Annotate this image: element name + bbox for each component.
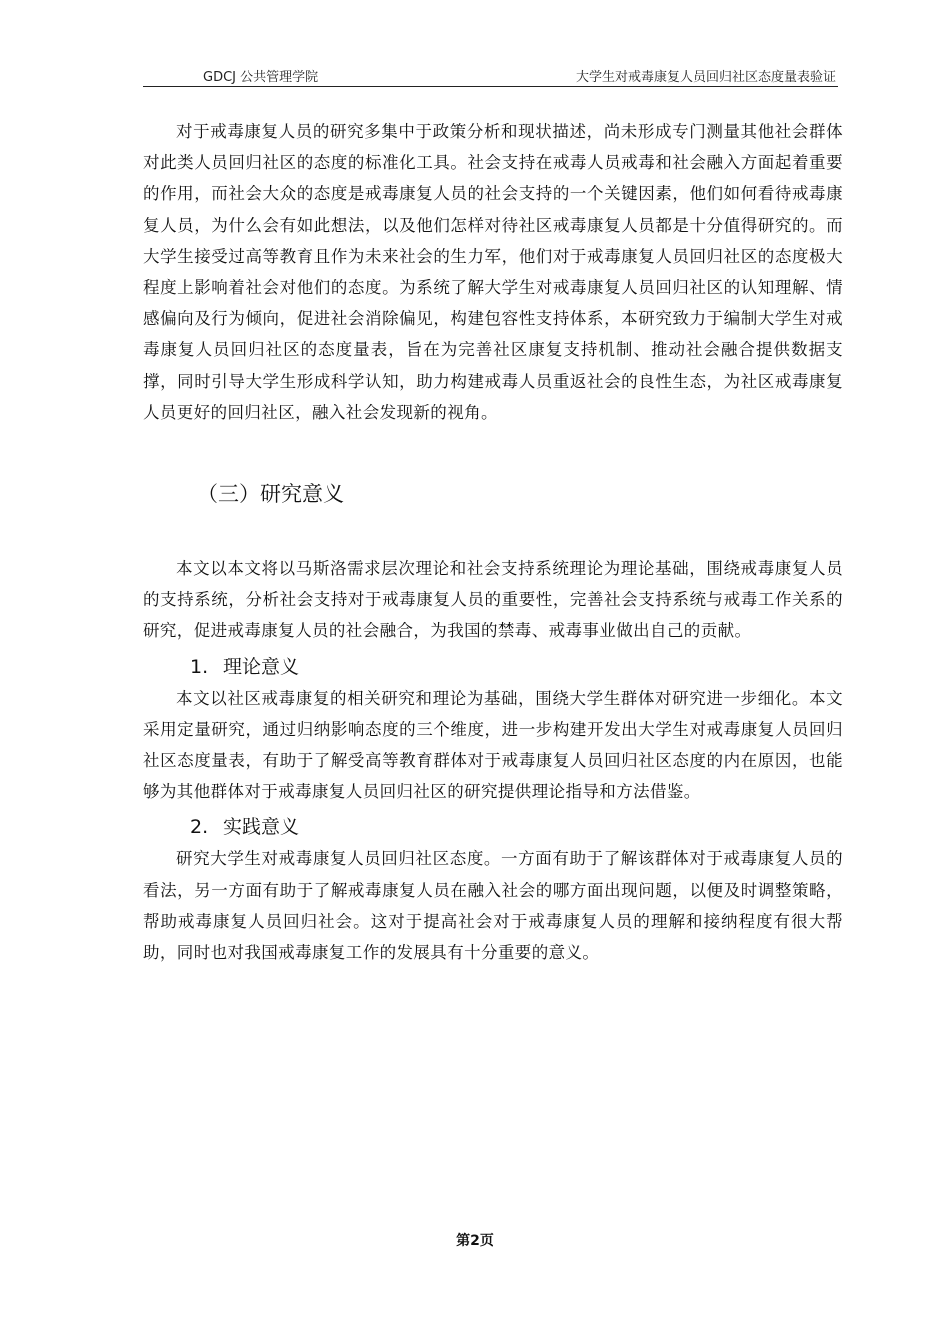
subsection-heading-theory xyxy=(143,651,843,683)
section-title: （三）研究意义 xyxy=(197,482,344,507)
subsection-number: 1. xyxy=(190,655,209,678)
subsection-title: 实践意义 xyxy=(223,816,300,839)
page-header xyxy=(143,62,838,87)
page-content xyxy=(143,116,843,968)
intro-paragraph: 对于戒毒康复人员的研究多集中于政策分析和现状描述，尚未形成专门测量其他社会群体对此类人员回归社区的态度的标准化工具。社会支持在戒毒人员戒毒和社会融入方面起着重要的作用，而社会大众的态度是戒毒康复人员的社会支持的一个关键因素，他们如何看待戒毒康复人员，为什么会有如此想法，以及他们怎样对待社区戒毒康复人员都是十分值得研究的。而大学生接受过高等教育且作为未来社会的生力军，他们对于戒毒康复人员回归社区的态度极大程度上影响着社会对他们的态度。为系统了解大学生对戒毒康复人员回归社区的认知理解、情感偏向及行为倾向，促进社会消除偏见，构建包容性支持体系，本研究致力于编制大学生对戒毒康复人员回归社区的态度量表，旨在为完善社区康复支持机制、推动社会融合提供数据支撑，同时引导大学生形成科学认知，助力构建戒毒人员重返社会的良性生态，为社区戒毒康复人员更好的回归社区，融入社会发现新的视角。 xyxy=(143,122,843,422)
header-institution: GDCJ 公共管理学院 xyxy=(203,70,319,85)
section-paragraph: 本文以本文将以马斯洛需求层次理论和社会支持系统理论为理论基础，围绕戒毒康复人员的支持系统，分析社会支持对于戒毒康复人员的重要性，完善社会支持系统与戒毒工作关系的研究，促进戒毒康复人员的社会融合，为我国的禁毒、戒毒事业做出自己的贡献。 xyxy=(143,559,843,641)
subsection-heading-practice xyxy=(143,811,843,843)
page-number: 第2页 xyxy=(456,1233,494,1249)
subsection-number: 2. xyxy=(190,816,209,839)
subsection-paragraph-theory: 本文以社区戒毒康复的相关研究和理论为基础，围绕大学生群体对研究进一步细化。本文采用定量研究，通过归纳影响态度的三个维度，进一步构建开发出大学生对戒毒康复人员回归社区态度量表，有助于了解受高等教育群体对于戒毒康复人员回归社区态度的内在原因，也能够为其他群体对于戒毒康复人员回归社区的研究提供理论指导和方法借鉴。 xyxy=(143,688,843,802)
header-title: 大学生对戒毒康复人员回归社区态度量表验证 xyxy=(575,70,836,85)
subsection-title: 理论意义 xyxy=(223,655,300,678)
subsection-paragraph-practice: 研究大学生对戒毒康复人员回归社区态度。一方面有助于了解该群体对于戒毒康复人员的看法，另一方面有助于了解戒毒康复人员在融入社会的哪方面出现问题，以便及时调整策略，帮助戒毒康复人员回归社会。这对于提高社会对于戒毒康复人员的理解和接纳程度有很大帮助，同时也对我国戒毒康复工作的发展具有十分重要的意义。 xyxy=(143,849,843,963)
